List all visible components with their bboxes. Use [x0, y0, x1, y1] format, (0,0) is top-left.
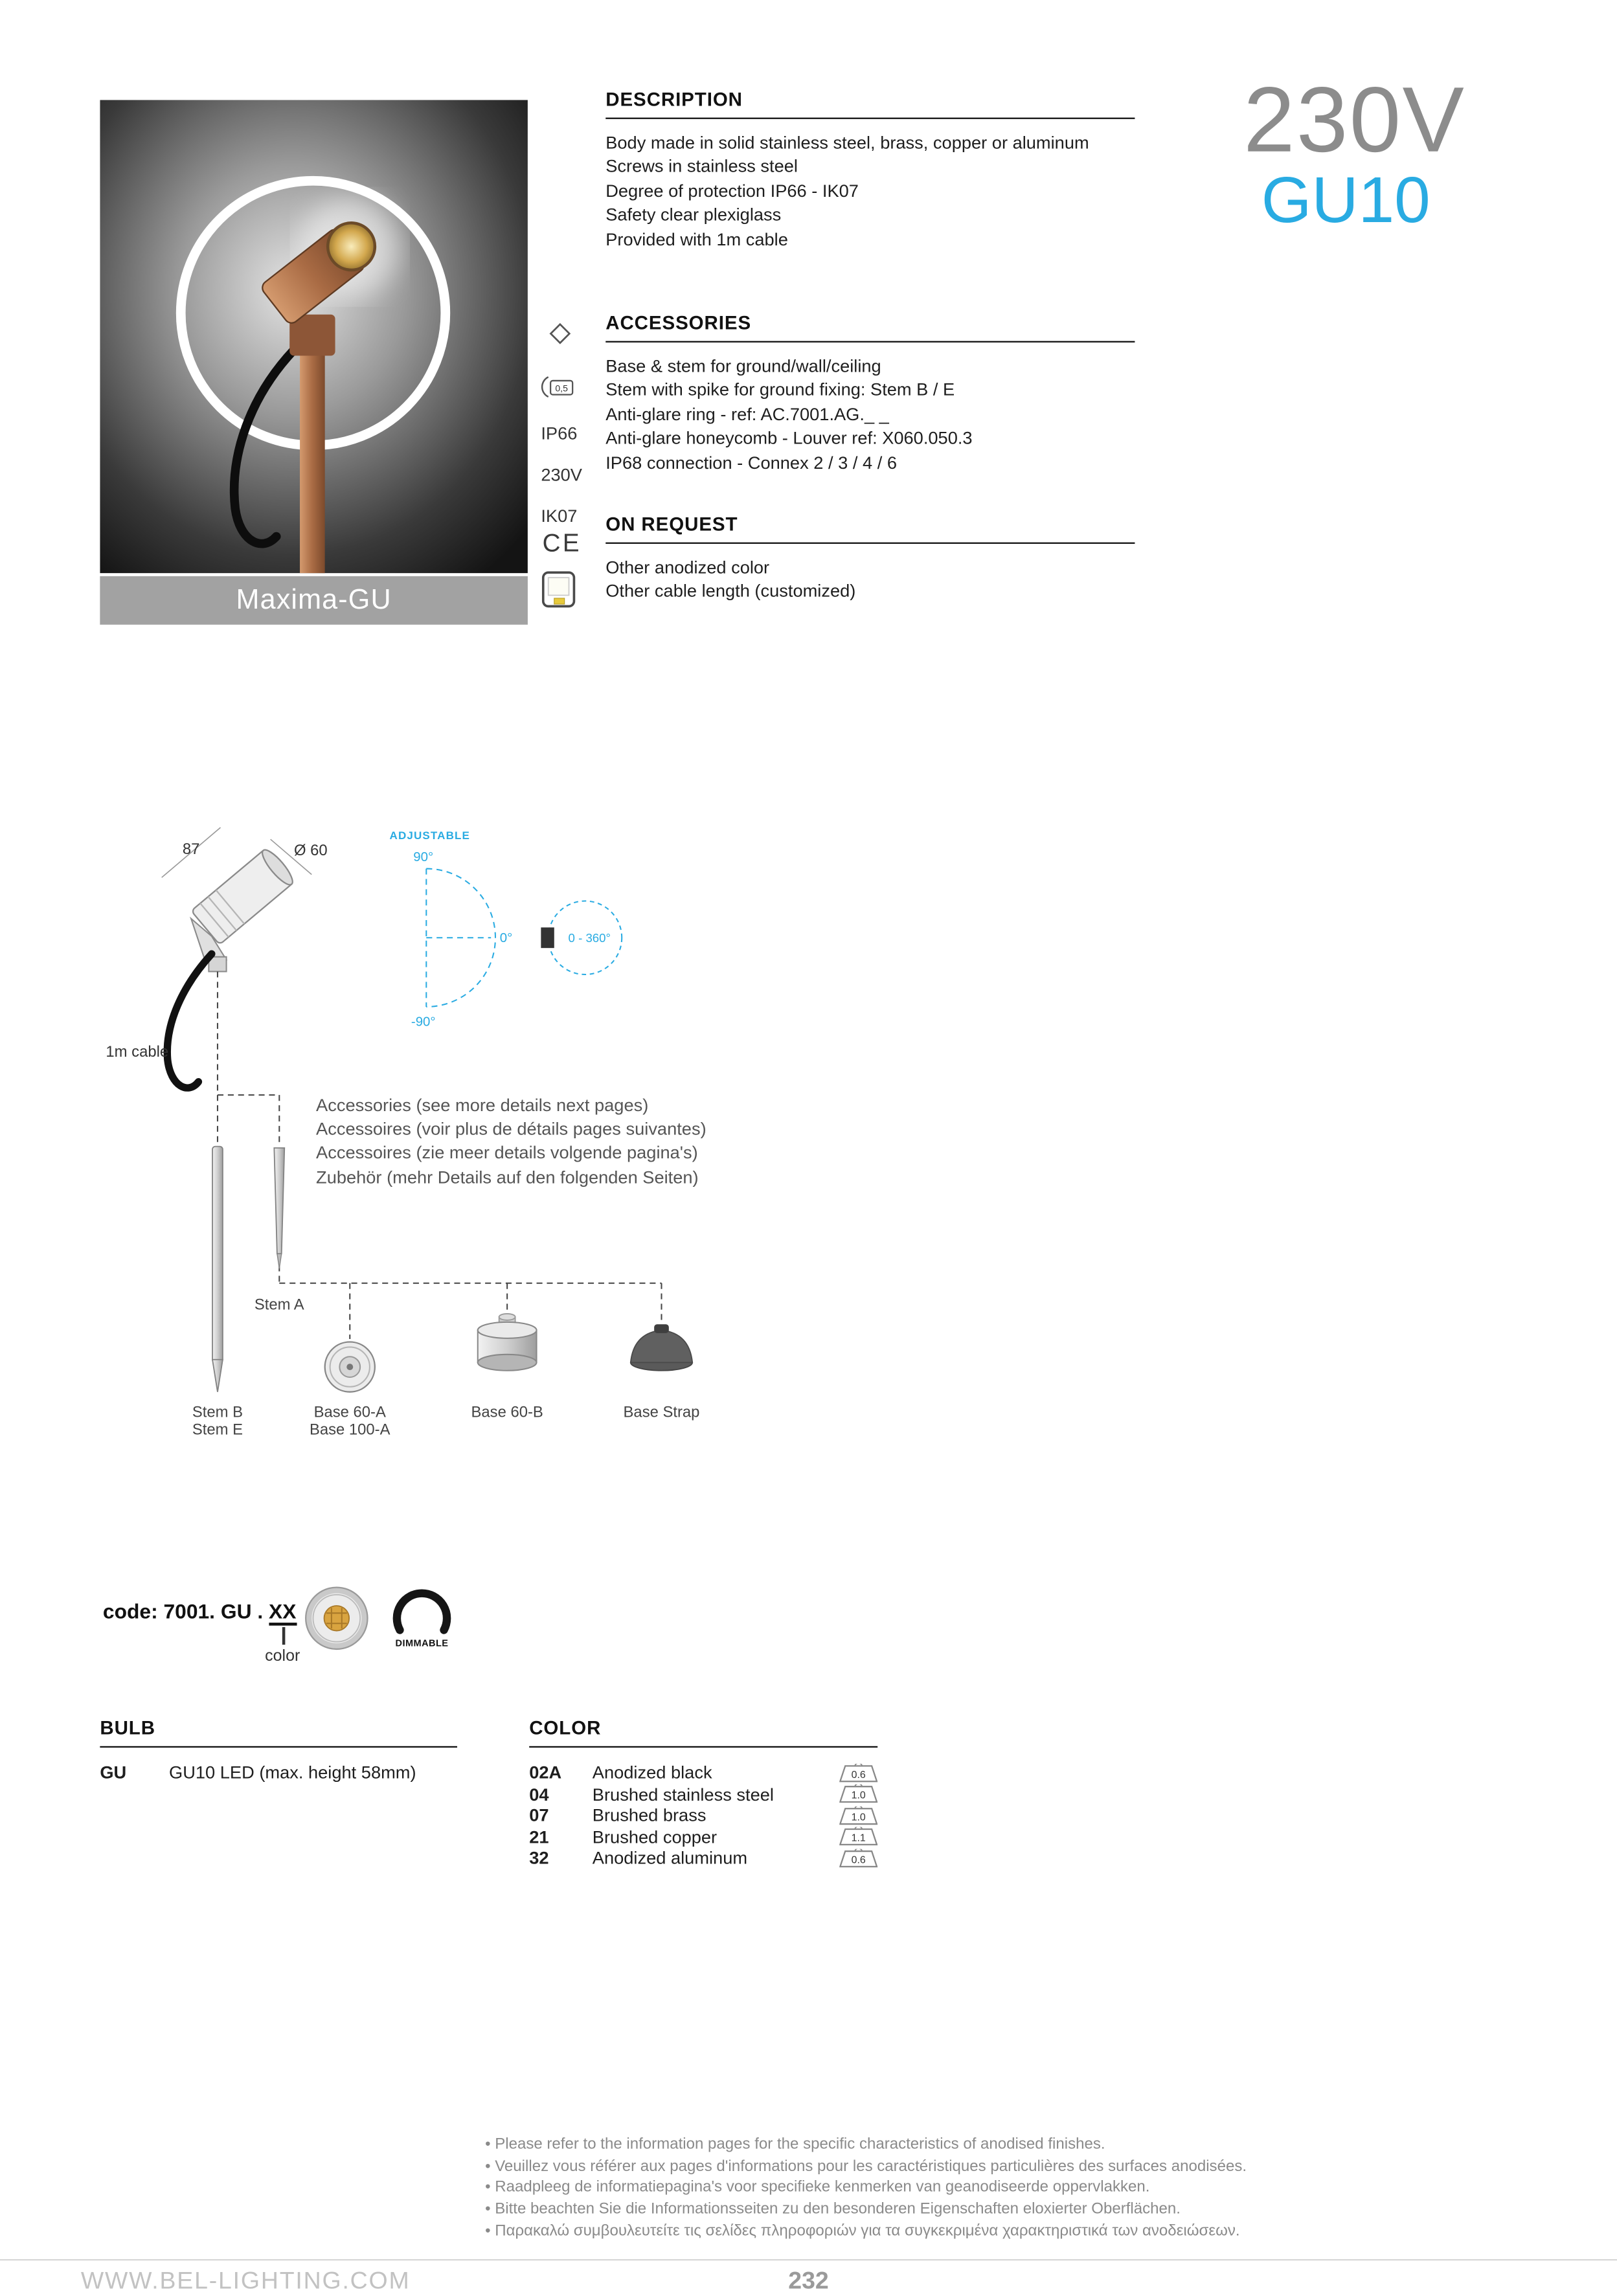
- color-code: 32: [529, 1847, 549, 1869]
- color-name: Brushed stainless steel: [592, 1784, 774, 1805]
- accessories-note-line: Accessories (see more details next pages): [316, 1095, 649, 1116]
- order-code: [102, 1599, 300, 1665]
- item-label: Stem E: [192, 1421, 243, 1439]
- color-row: [529, 1805, 877, 1827]
- item-label: Base Strap: [623, 1403, 700, 1421]
- weight-value: 1.0: [851, 1812, 866, 1823]
- angle-minus90-label: -90°: [411, 1015, 436, 1030]
- weight-icon: [839, 1849, 877, 1868]
- bulb-code: GU: [100, 1762, 127, 1783]
- base-60a-drawing: [325, 1342, 375, 1392]
- diamond-icon: [547, 321, 573, 347]
- color-pointer-line: [282, 1627, 284, 1645]
- rotation-diagram: [541, 901, 622, 975]
- weight-icon: [839, 1827, 877, 1847]
- color-row: [529, 1762, 877, 1784]
- weight-value: 0.6: [851, 1854, 866, 1865]
- dim-diameter-label: Ø 60: [294, 842, 328, 860]
- weight-icon: [839, 1784, 877, 1804]
- description-line: Body made in solid stainless steel, brass, copper or aluminum: [605, 132, 1089, 153]
- description-line: Degree of protection IP66 - IK07: [605, 180, 859, 201]
- on-request-line: Other anodized color: [605, 557, 770, 578]
- footnote-line: • Veuillez vous référer aux pages d'informations pour les caractéristiques particulières des surfaces anodisées.: [485, 2157, 1247, 2175]
- color-row: [529, 1784, 877, 1805]
- description-line: Provided with 1m cable: [605, 229, 788, 250]
- page-title: [1164, 69, 1466, 238]
- color-pointer-label: color: [265, 1647, 300, 1665]
- title-voltage: 230V: [1243, 69, 1466, 172]
- adjustable-label: ADJUSTABLE: [389, 829, 471, 842]
- title-lamp-type: GU10: [1261, 164, 1430, 238]
- accessories-line: Anti-glare honeycomb - Louver ref: X060.050.3: [605, 428, 973, 449]
- footnote-line: • Bitte beachten Sie die Informationsseiten zu den besonderen Eigenschaften eloxierter Oberflächen.: [485, 2200, 1181, 2218]
- color-row: [529, 1826, 877, 1847]
- item-label: Base 60-A: [313, 1403, 386, 1421]
- accessories-line: Stem with spike for ground fixing: Stem B / E: [605, 379, 955, 401]
- color-row: [529, 1847, 877, 1869]
- color-code: 21: [529, 1827, 549, 1847]
- angle-0-label: 0°: [499, 931, 513, 946]
- color-code: 07: [529, 1805, 549, 1826]
- footnote-line: • Raadpleeg de informatiepagina's voor specifieke kenmerken van geanodiseerde oppervlakken.: [485, 2179, 1150, 2197]
- weight-value: 1.0: [851, 1790, 866, 1802]
- bulb-row: [100, 1762, 457, 1783]
- color-name: Brushed brass: [592, 1805, 707, 1826]
- footnotes: [485, 2134, 1382, 2242]
- color-heading: COLOR: [529, 1716, 877, 1748]
- order-code-xx: XX: [269, 1599, 296, 1626]
- ce-mark-icon: CE: [542, 529, 582, 557]
- accessories-note-line: Zubehör (mehr Details auf den folgenden Seiten): [316, 1166, 699, 1187]
- gu10-bulb-icon: [303, 1584, 370, 1652]
- glass-thickness-value: 0,5: [555, 383, 568, 394]
- accessories-note-line: Accessoires (zie meer details volgende pagina's): [316, 1142, 698, 1164]
- dim-length-label: 87: [182, 840, 200, 858]
- color-name: Brushed copper: [592, 1827, 718, 1847]
- color-name: Anodized aluminum: [592, 1847, 748, 1869]
- color-name: Anodized black: [592, 1762, 712, 1784]
- accessories-note: [316, 1094, 816, 1189]
- impact-rating-badge: IK07: [541, 505, 578, 526]
- accessories-line: Base & stem for ground/wall/ceiling: [605, 355, 881, 377]
- item-label: Stem B: [192, 1403, 243, 1421]
- cable-drawing: [167, 954, 212, 1088]
- connector-box-icon: [541, 570, 576, 609]
- weight-icon: [839, 1806, 877, 1825]
- product-name-banner: [100, 576, 528, 625]
- weight-value: 0.6: [851, 1769, 866, 1781]
- accessories-heading: ACCESSORIES: [605, 311, 1135, 343]
- bulb-description: GU10 LED (max. height 58mm): [169, 1762, 416, 1783]
- bulb-section: [100, 1716, 457, 1783]
- product-photo-image: [100, 100, 528, 573]
- base-strap-drawing: [631, 1324, 692, 1371]
- adjustable-diagram: [390, 829, 513, 1029]
- product-photo: [100, 100, 528, 573]
- accessories-line: IP68 connection - Connex 2 / 3 / 4 / 6: [605, 452, 897, 473]
- weight-icon: [839, 1763, 877, 1783]
- ip-rating-badge: IP66: [541, 423, 578, 444]
- order-code-prefix: code: 7001. GU .: [102, 1599, 269, 1623]
- base-60b-drawing: [478, 1314, 537, 1371]
- stem-a-label: Stem A: [254, 1296, 304, 1314]
- accessories-note-line: Accessoires (voir plus de détails pages suivantes): [316, 1118, 707, 1140]
- weight-value: 1.1: [851, 1832, 866, 1844]
- footnote-line: • Παρακαλώ συμβουλευτείτε τις σελίδες πληροφοριών για τα συγκεκριμένα χαρακτηριστικά των ανοδειώσεων.: [485, 2222, 1240, 2240]
- footer-divider: [0, 2259, 1617, 2260]
- on-request-heading: ON REQUEST: [605, 513, 1135, 544]
- item-label: Base 100-A: [309, 1421, 390, 1439]
- on-request-line: Other cable length (customized): [605, 581, 856, 602]
- product-name: Maxima-GU: [236, 584, 392, 615]
- footer-page-number: 232: [788, 2268, 829, 2295]
- description-line: Safety clear plexiglass: [605, 205, 782, 225]
- accessories-section: [605, 311, 1135, 475]
- order-code-color-slot: [265, 1599, 300, 1665]
- bulb-heading: BULB: [100, 1716, 457, 1748]
- stem-b-drawing: [212, 1147, 223, 1392]
- glass-thickness-icon: [538, 375, 580, 400]
- dimmable-label: DIMMABLE: [395, 1638, 449, 1649]
- color-section: [529, 1716, 877, 1869]
- item-label: Base 60-B: [471, 1403, 543, 1421]
- color-code: 02A: [529, 1762, 562, 1784]
- stem-a-drawing: [274, 1148, 284, 1268]
- angle-90-label: 90°: [413, 850, 434, 865]
- description-section: [605, 88, 1135, 251]
- accessories-line: Anti-glare ring - ref: AC.7001.AG._ _: [605, 403, 889, 425]
- rotation-label: 0 - 360°: [568, 931, 611, 945]
- accessory-labels: [192, 1403, 700, 1438]
- description-heading: DESCRIPTION: [605, 88, 1135, 119]
- on-request-section: [605, 513, 1135, 603]
- footnote-line: • Please refer to the information pages for the specific characteristics of anodised finishes.: [485, 2135, 1105, 2154]
- voltage-badge: 230V: [541, 464, 582, 486]
- stem-graphic: [300, 332, 325, 573]
- description-line: Screws in stainless steel: [605, 156, 798, 177]
- footer-website-link[interactable]: WWW.BEL-LIGHTING.COM: [80, 2268, 411, 2295]
- dimmable-icon: [385, 1582, 459, 1652]
- cable-length-label: 1m cable: [106, 1043, 169, 1061]
- color-code: 04: [529, 1784, 549, 1805]
